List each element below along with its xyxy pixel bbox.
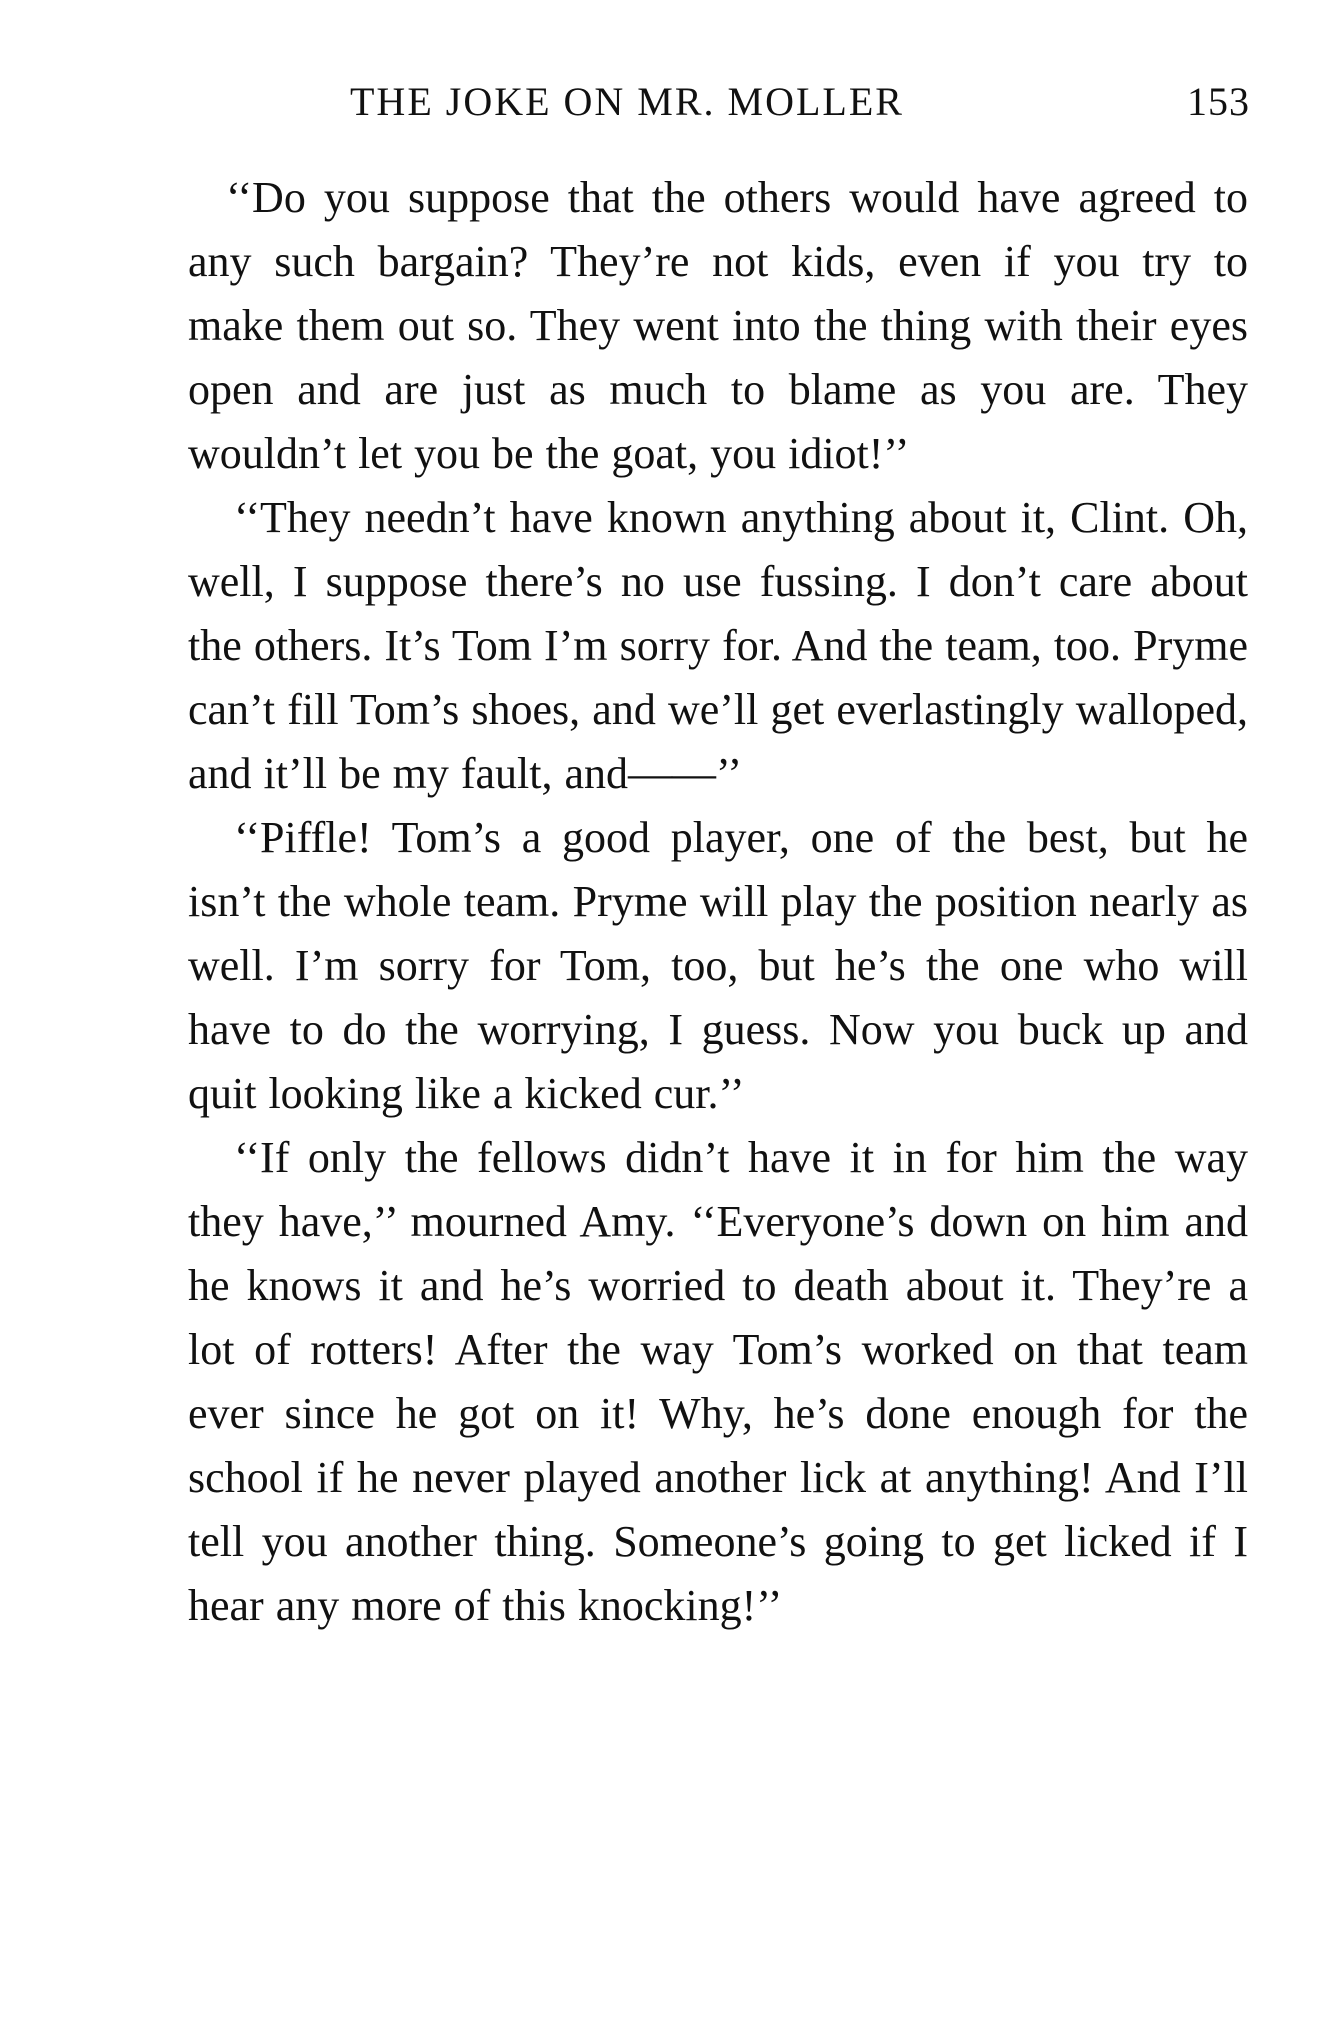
paragraph: ‘‘Do you suppose that the others would have agreed to any such bargain? They’re not kids, even if you try to make them out so. They went into the thing with their eyes open and are just as much to blame as you are. They wouldn’t let you be the goat, you idiot!’’	[188, 173, 1248, 478]
body-text	[188, 166, 1248, 1638]
paragraph: ‘‘They needn’t have known anything about it, Clint. Oh, well, I suppose there’s no use fussing. I don’t care about the others. It’s Tom I’m sorry for. And the team, too. Pryme can’t fill Tom’s shoes, and we’ll get everlastingly walloped, and it’ll be my fault, and——’’	[188, 493, 1248, 798]
running-head	[350, 78, 1250, 138]
page-number: 153	[1187, 79, 1250, 124]
paragraph: ‘‘If only the fellows didn’t have it in for him the way they have,’’ mourned Amy. ‘‘Everyone’s down on him and he knows it and he’s worried to death about it. They’re a lot of rotters! After the way Tom’s worked on that team ever since he got on it! Why, he’s done enough for the school if he never played another lick at anything! And I’ll tell you another thing. Someone’s going to get licked if I hear any more of this knocking!’’	[188, 1133, 1248, 1630]
paragraph: ‘‘Piffle! Tom’s a good player, one of the best, but he isn’t the whole team. Pryme will play the position nearly as well. I’m sorry for Tom, too, but he’s the one who will have to do the worrying, I guess. Now you buck up and quit looking like a kicked cur.’’	[188, 813, 1248, 1118]
running-title: THE JOKE ON MR. MOLLER	[350, 79, 904, 124]
